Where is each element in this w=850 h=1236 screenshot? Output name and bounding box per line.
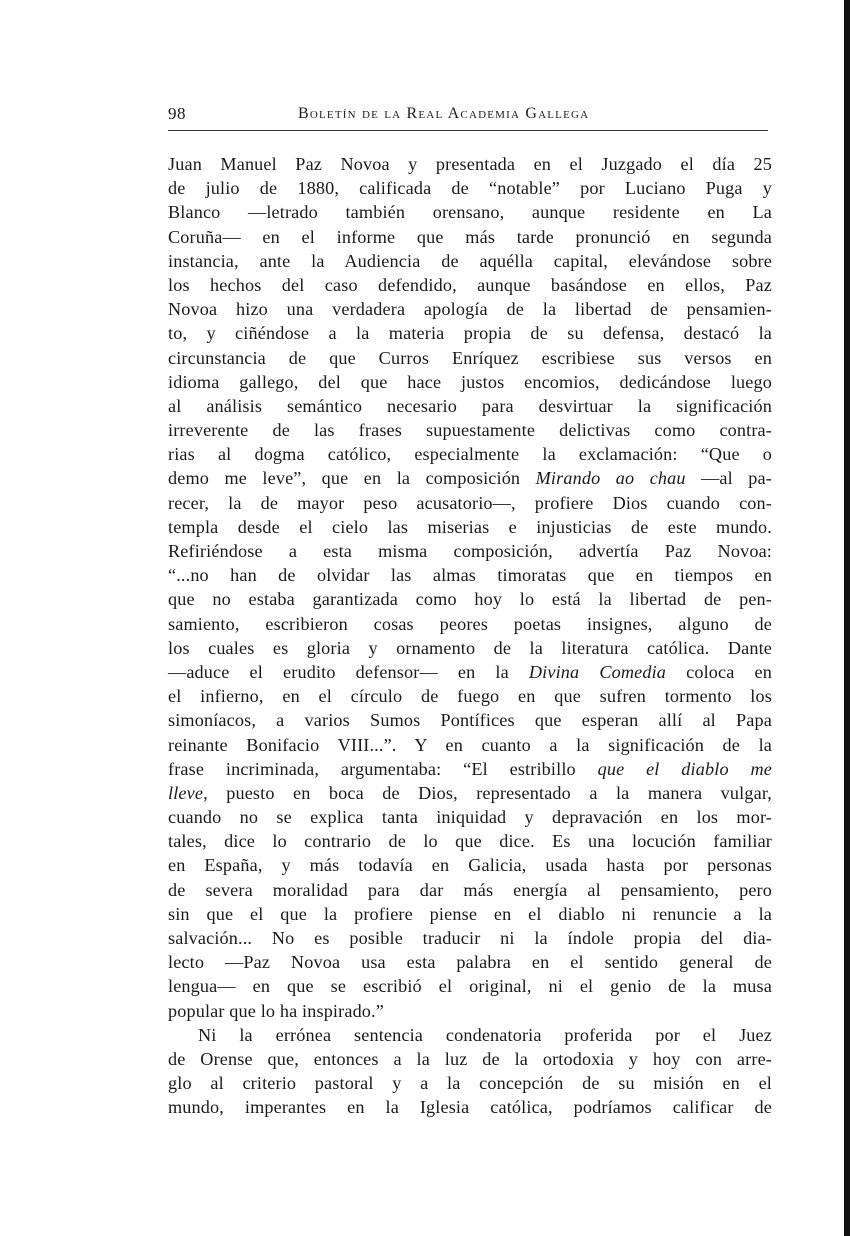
text-line: Blanco —letrado también orensano, aunque residente en La: [168, 202, 772, 223]
text-line: rias al dogma católico, especialmente la exclamación: “Que o: [168, 444, 772, 465]
text-line: al análisis semántico necesario para desvirtuar la significación: [168, 395, 772, 416]
text-line: cuando no se explica tanta iniquidad y depravación en los mor-: [168, 807, 772, 828]
text-line: to, y ciñéndose a la materia propia de su defensa, destacó la: [168, 323, 772, 344]
text-line: “...no han de olvidar las almas timoratas que en tiempos en: [168, 565, 772, 586]
text-line: Novoa hizo una verdadera apología de la libertad de pensamien-: [168, 299, 772, 320]
text-line: simoníacos, a varios Sumos Pontífices que esperan allí al Papa: [168, 710, 772, 731]
text-line: glo al criterio pastoral y a la concepción de su misión en el: [168, 1073, 772, 1094]
text-line: los cuales es gloria y ornamento de la literatura católica. Dante: [168, 637, 772, 658]
text-line: frase incriminada, argumentaba: “El estribillo que el diablo me: [168, 758, 772, 779]
text-line: irreverente de las frases supuestamente delictivas como contra-: [168, 420, 772, 441]
text-line: popular que lo ha inspirado.”: [168, 1000, 384, 1021]
text-line: salvación... No es posible traducir ni la índole propia del dia-: [168, 928, 772, 948]
text-line: los hechos del caso defendido, aunque basándose en ellos, Paz: [168, 274, 772, 295]
text-line: recer, la de mayor peso acusatorio—, profiere Dios cuando con-: [168, 492, 772, 513]
work-title: Divina Comedia: [528, 661, 667, 682]
quoted-phrase: que el diablo me: [597, 758, 772, 779]
text-line: —aduce el erudito defensor— en la Divina Comedia coloca en: [168, 661, 772, 682]
text-line: de julio de 1880, calificada de “notable” por Luciano Puga y: [168, 178, 772, 199]
text-line: en España, y más todavía en Galicia, usada hasta por personas: [168, 855, 772, 876]
text-line: Juan Manuel Paz Novoa y presentada en el Juzgado el día 25: [168, 154, 772, 174]
text-line: templa desde el cielo las miserias e injusticias de este mundo.: [168, 516, 772, 537]
text-line: sin que el que la profiere piense en el diablo ni renuncie a la: [168, 903, 772, 924]
text-line: demo me leve”, que en la composición Mirando ao chau —al pa-: [168, 468, 772, 489]
text-line: Refiriéndose a esta misma composición, advertía Paz Novoa:: [168, 541, 772, 561]
quoted-phrase: lleve,: [168, 782, 208, 803]
text-line: samiento, escribieron cosas peores poetas insignes, alguno de: [168, 613, 772, 634]
running-title: Boletín de la Real Academia Gallega: [298, 105, 590, 122]
text-line: Coruña— en el informe que más tarde pronunció en segunda: [168, 226, 772, 247]
text-line: idioma gallego, del que hace justos encomios, dedicándose luego: [168, 371, 772, 392]
work-title: Mirando ao chau: [535, 468, 686, 489]
text-line: tales, dice lo contrario de lo que dice. Es una locución familiar: [168, 831, 772, 852]
running-header: [168, 104, 768, 131]
text-line: mundo, imperantes en la Iglesia católica, podríamos calificar de: [168, 1097, 772, 1118]
scan-border: [844, 0, 850, 1236]
body-text: [168, 152, 772, 1120]
text-line: reinante Bonifacio VIII...”. Y en cuanto a la significación de la: [168, 734, 772, 755]
text-line: lengua— en que se escribió el original, ni el genio de la musa: [168, 976, 772, 997]
text-line: lecto —Paz Novoa usa esta palabra en el sentido general de: [168, 952, 772, 973]
text-line: que no estaba garantizada como hoy lo está la libertad de pen-: [168, 589, 772, 610]
text-line: lleve, puesto en boca de Dios, representado a la manera vulgar,: [168, 782, 772, 803]
text-line: instancia, ante la Audiencia de aquélla capital, elevándose sobre: [168, 250, 772, 271]
page-number: 98: [168, 104, 186, 123]
text-line: de severa moralidad para dar más energía al pensamiento, pero: [168, 879, 772, 900]
text-line: el infierno, en el círculo de fuego en que sufren tormento los: [168, 686, 772, 707]
text-line: circunstancia de que Curros Enríquez escribiese sus versos en: [168, 347, 772, 368]
text-line: Ni la errónea sentencia condenatoria proferida por el Juez: [198, 1024, 772, 1045]
text-line: de Orense que, entonces a la luz de la ortodoxia y hoy con arre-: [168, 1048, 772, 1069]
